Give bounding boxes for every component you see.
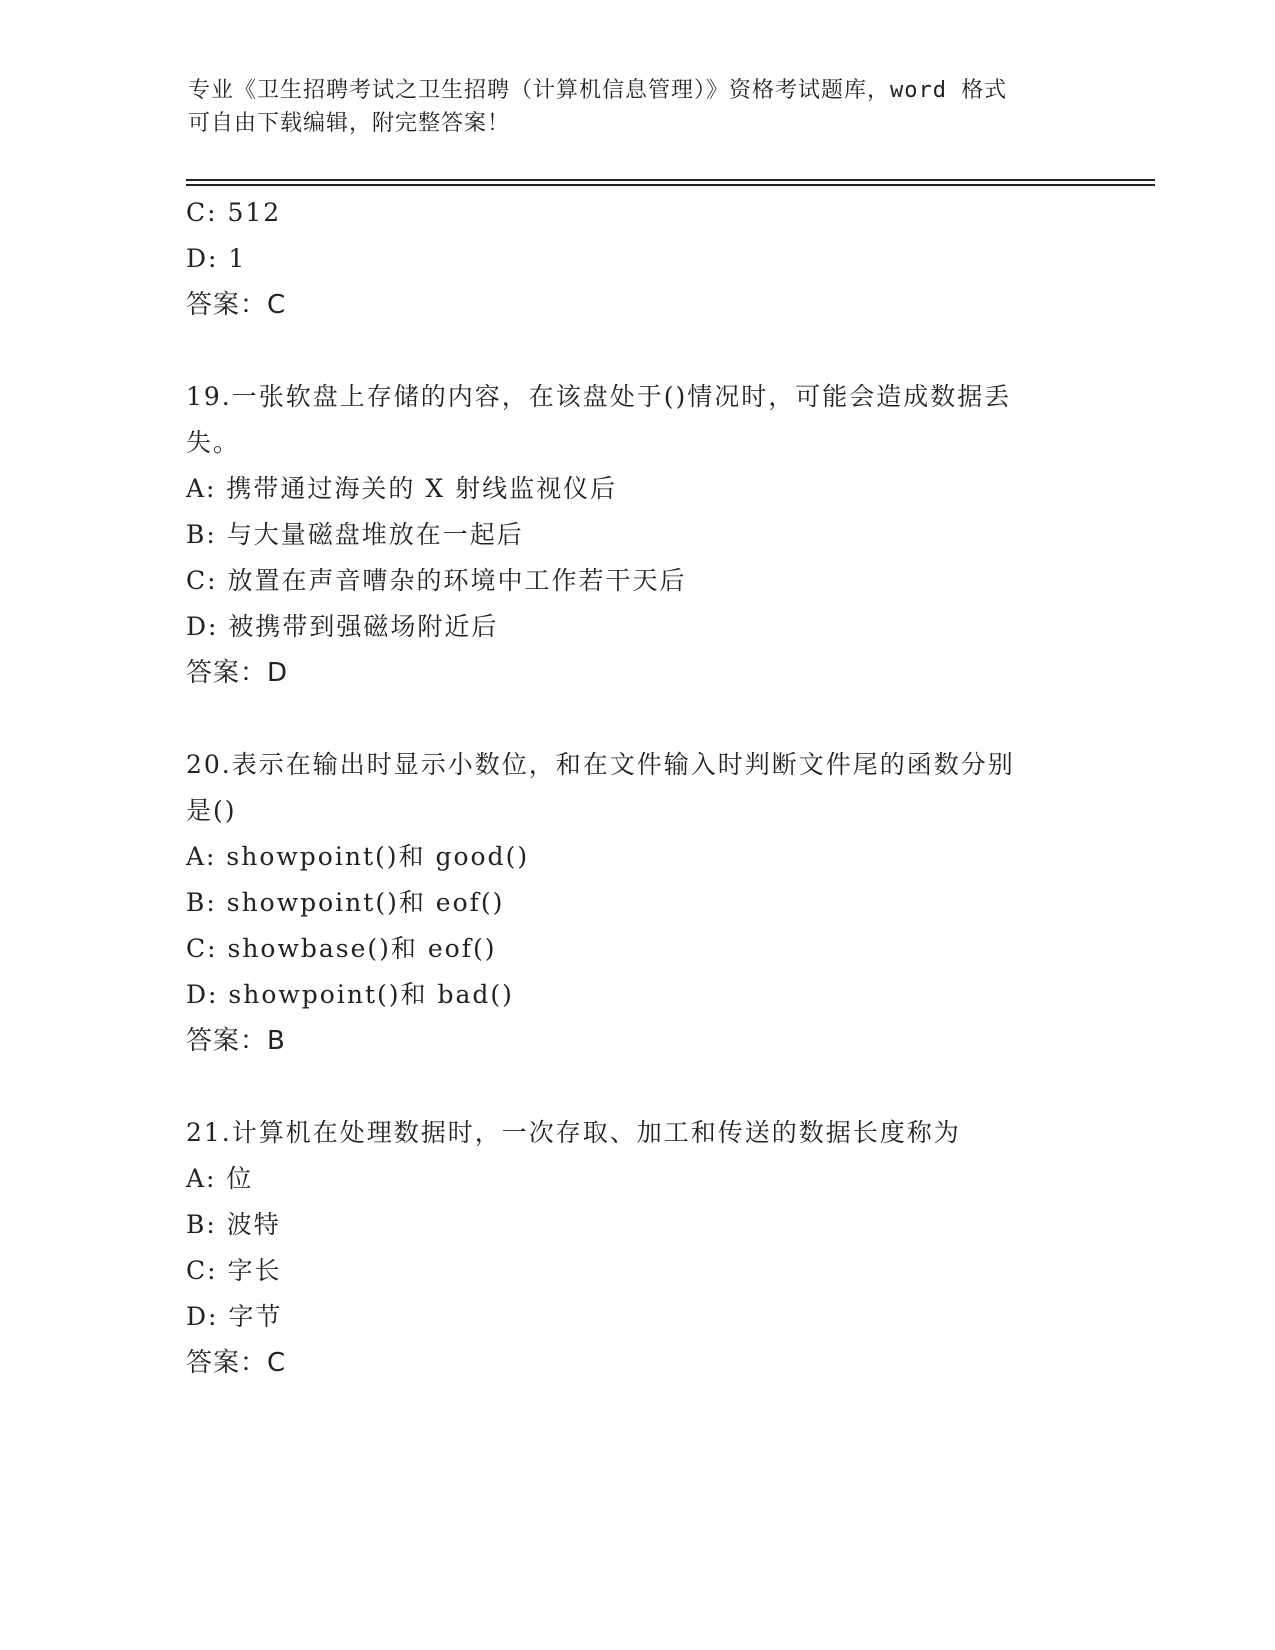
question-20 [186, 742, 1086, 1064]
option-c: C: 字长 [186, 1256, 282, 1285]
option-a: A: showpoint()和 good() [186, 842, 530, 871]
option-b: B: 波特 [186, 1210, 281, 1239]
header-divider-top [186, 179, 1155, 181]
spacer [186, 1064, 1086, 1110]
option-c: C: 放置在声音嘈杂的环境中工作若干天后 [186, 566, 687, 595]
question-stem-line-2: 失。 [186, 428, 241, 457]
option-d: D: showpoint()和 bad() [186, 980, 514, 1009]
document-header [188, 74, 1088, 140]
header-line-1: 专业《卫生招聘考试之卫生招聘（计算机信息管理）》资格考试题库，word 格式 [188, 78, 1008, 103]
header-line-2: 可自由下载编辑，附完整答案！ [188, 111, 511, 136]
question-stem-line-2: 是() [186, 796, 237, 825]
question-stem-line-1: 20.表示在输出时显示小数位，和在文件输入时判断文件尾的函数分别 [186, 750, 1015, 779]
answer-line: 答案：C [186, 1348, 287, 1378]
option-d: D: 被携带到强磁场附近后 [186, 612, 499, 641]
answer-line: 答案：B [186, 1026, 286, 1056]
option-d: D: 1 [186, 244, 247, 273]
option-b: B: showpoint()和 eof() [186, 888, 505, 917]
spacer [186, 328, 1086, 374]
question-19 [186, 374, 1086, 696]
previous-question [186, 190, 1086, 328]
option-c: C: showbase()和 eof() [186, 934, 497, 963]
spacer [186, 696, 1086, 742]
answer-line: 答案：D [186, 658, 289, 688]
option-b: B: 与大量磁盘堆放在一起后 [186, 520, 524, 549]
question-21 [186, 1110, 1086, 1386]
option-a: A: 携带通过海关的 X 射线监视仪后 [186, 474, 618, 503]
answer-line: 答案：C [186, 290, 287, 320]
question-stem-line-1: 21.计算机在处理数据时，一次存取、加工和传送的数据长度称为 [186, 1118, 961, 1147]
option-c: C: 512 [186, 198, 282, 227]
option-a: A: 位 [186, 1164, 254, 1193]
question-list [186, 190, 1086, 1386]
question-stem-line-1: 19.一张软盘上存储的内容，在该盘处于()情况时，可能会造成数据丢 [186, 382, 1012, 411]
header-divider-bottom [186, 184, 1155, 186]
option-d: D: 字节 [186, 1302, 283, 1331]
